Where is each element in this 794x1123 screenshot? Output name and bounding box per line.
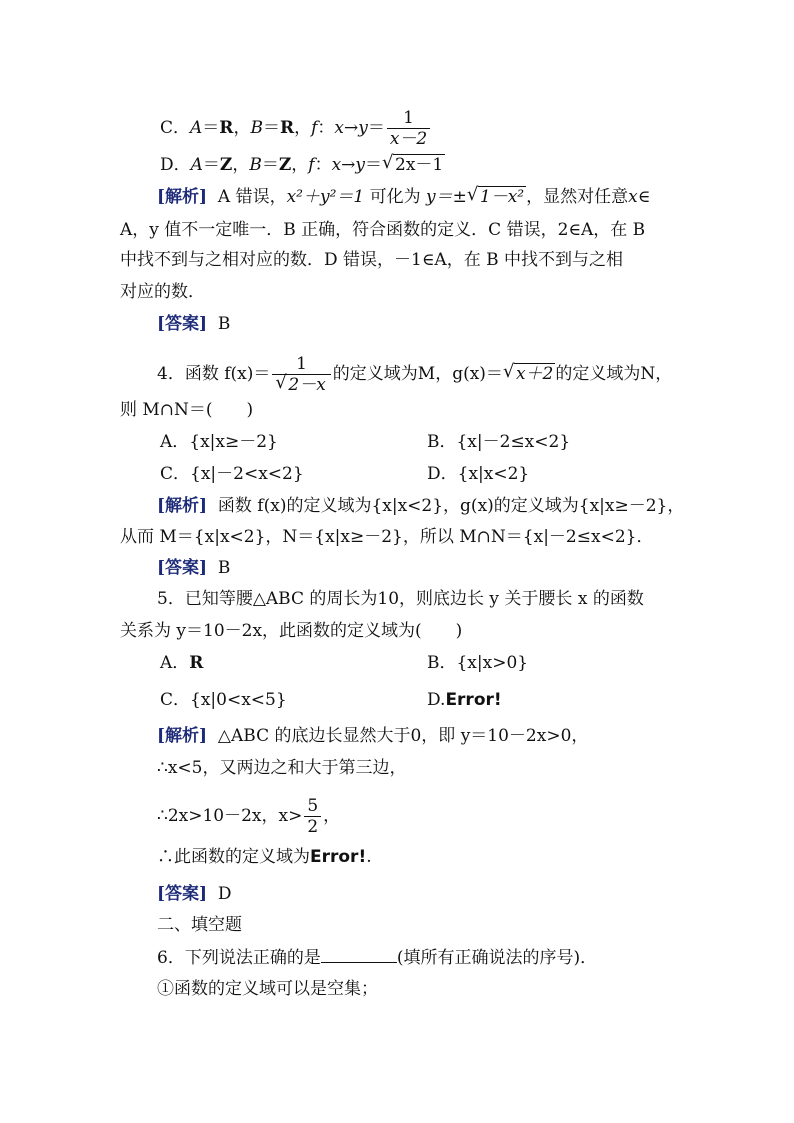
- q5-fraction: $\frac{5}{2}$: [304, 796, 321, 837]
- q5-explanation-line-2: ∴x<5，又两边之和大于第三边，: [157, 758, 407, 778]
- q5-explanation-line-4: ∴此函数的定义域为Error!.: [157, 847, 372, 867]
- option-c: C．A＝R，B＝R，f：x→y＝ $\frac{1}{x-2}$: [160, 108, 432, 149]
- q4-stem-line-1: 4．函数 f(x)＝ 1 √ 2－x 的定义域为M，g(x)＝ √ x＋2 的定义域为N，: [157, 354, 673, 395]
- q3-explanation-line-4: 对应的数．: [120, 282, 205, 302]
- q3-explanation-line-2: A，y 值不一定唯一．B 正确，符合函数的定义．C 错误，2∈A，在 B: [120, 220, 646, 240]
- q5-answer: [答案] D: [157, 884, 232, 904]
- q5-option-b: B．{x|x>0}: [427, 653, 529, 673]
- q5-stem-line-1: 5．已知等腰△ABC 的周长为10，则底边长 y 关于腰长 x 的函数: [157, 589, 644, 609]
- q4-stem-line-2: 则 M∩N＝( ): [120, 400, 254, 420]
- section-heading: 二、填空题: [157, 915, 242, 935]
- option-d: D．A＝Z，B＝Z，f：x→y＝ √ 2x－1: [160, 152, 444, 175]
- q4-option-d: D．{x|x<2}: [427, 464, 530, 484]
- jiexi-tag: [解析]: [157, 496, 208, 516]
- daan-tag: [答案]: [157, 314, 208, 334]
- option-c-fraction: $\frac{1}{x-2}$: [387, 108, 430, 149]
- q4-option-c: C．{x|－2<x<2}: [160, 464, 304, 484]
- q4-answer: [答案] B: [157, 558, 231, 578]
- daan-tag: [答案]: [157, 558, 208, 578]
- q5-option-c: C．{x|0<x<5}: [160, 690, 287, 710]
- q5-explanation-line-1: [解析] △ABC 的底边长显然大于0，即 y＝10－2x>0，: [157, 726, 589, 746]
- daan-tag: [答案]: [157, 884, 208, 904]
- q5-option-a: A．R: [160, 653, 204, 673]
- q3-radical: √ 1－x²: [466, 184, 525, 207]
- q5-stem-line-2: 关系为 y＝10－2x，此函数的定义域为( ): [120, 621, 463, 641]
- q4-explanation-line-1: [解析] 函数 f(x)的定义域为{x|x<2}，g(x)的定义域为{x|x≥－2}，: [157, 496, 685, 516]
- q4-option-b: B．{x|－2≤x<2}: [427, 432, 571, 452]
- q5-option-d: D.Error!: [427, 690, 502, 710]
- jiexi-tag: [解析]: [157, 187, 208, 207]
- q3-answer: [答案] B: [157, 314, 231, 334]
- jiexi-tag: [解析]: [157, 726, 208, 746]
- q6-stem: 6．下列说法正确的是 (填所有正确说法的序号)．: [157, 948, 598, 968]
- q3-explanation-line-1: [解析] A 错误，x²＋y²＝1 可化为 y＝± √ 1－x² ，显然对任意x∈: [157, 184, 651, 207]
- q4-explanation-line-2: 从而 M＝{x|x<2}，N＝{x|x≥－2}，所以 M∩N＝{x|－2≤x<2}．: [120, 527, 654, 547]
- q4-option-a: A．{x|x≥－2}: [160, 432, 278, 452]
- q3-explanation-line-3: 中找不到与之相对应的数．D 错误，－1∈A，在 B 中找不到与之相: [120, 250, 624, 270]
- q4-radical: √ x＋2: [502, 361, 554, 384]
- answer-blank[interactable]: [321, 946, 397, 963]
- q5-explanation-line-3: ∴2x>10－2x，x> $\frac{5}{2}$ ，: [157, 796, 341, 837]
- q6-item-1: ①函数的定义域可以是空集；: [157, 979, 378, 999]
- option-d-radical: √ 2x－1: [382, 152, 444, 175]
- q4-fraction: 1 √ 2－x: [272, 354, 330, 395]
